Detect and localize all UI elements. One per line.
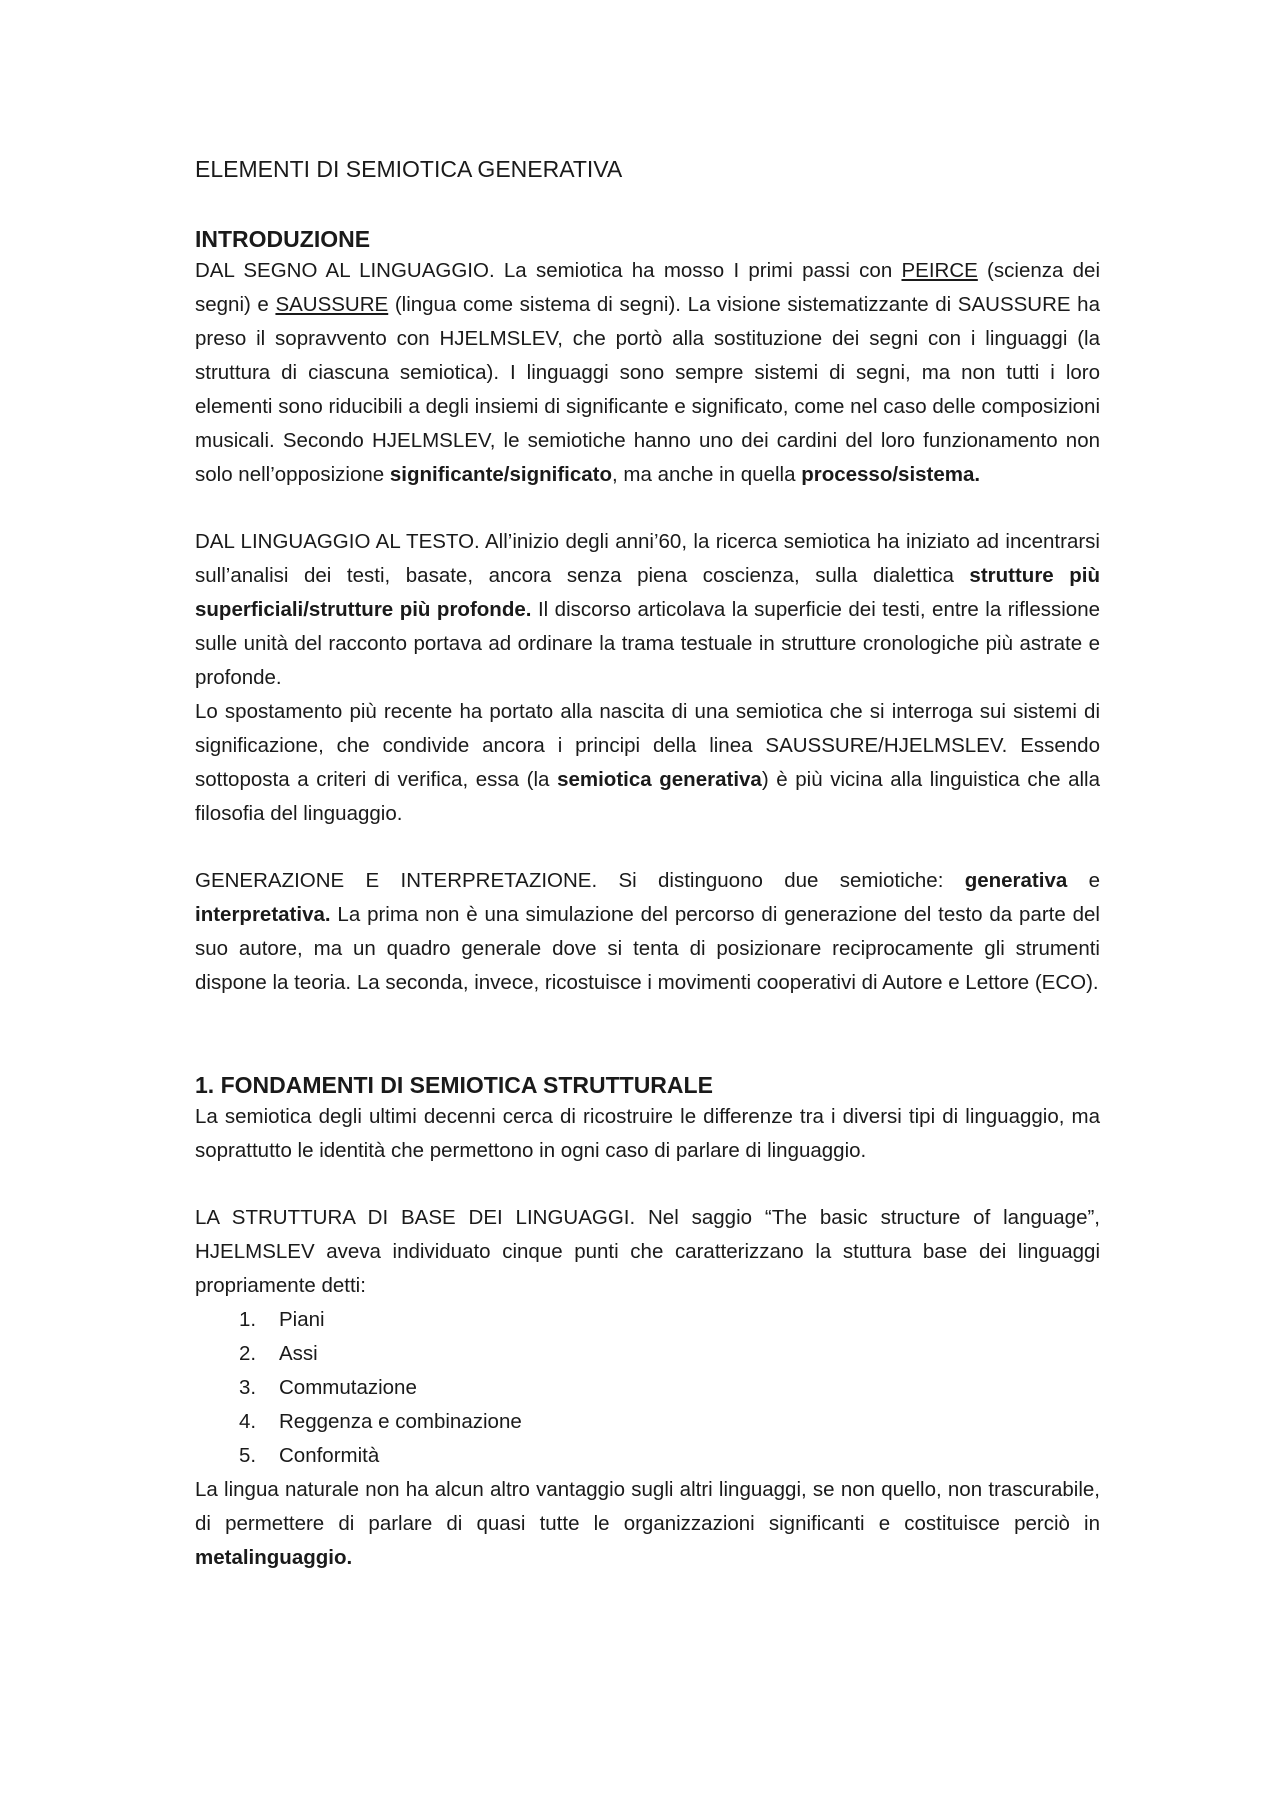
- bold-metalinguaggio: metalinguaggio.: [195, 1546, 353, 1569]
- document-title: ELEMENTI DI SEMIOTICA GENERATIVA: [195, 156, 623, 182]
- bold-processo-sistema: processo/sistema.: [801, 463, 981, 486]
- text-run: DAL LINGUAGGIO AL TESTO. All’inizio degli anni’60, la ricerca semiotica ha iniziato ad incentrarsi sull’analisi dei testi, basate, ancora senza piena coscienza, sulla dialettica: [195, 530, 1100, 587]
- text-run: La prima non è una simulazione del percorso di generazione del testo da parte del suo autore, ma un quadro generale dove si tenta di posizionare reciprocamente gli strumenti dispone la teoria. La seconda, invece, ricostuisce i movimenti cooperativi di Autore e Lettore (ECO).: [195, 903, 1100, 994]
- list-number: 2.: [239, 1342, 257, 1365]
- text-run: Lo spostamento più recente ha portato alla nascita di una semiotica che si interroga sui sistemi di significazione, che condivide ancora i principi della linea SAUSSURE/HJELMSLEV. Essendo sottoposta a criteri di verifica, essa (la: [195, 700, 1100, 791]
- intro-paragraph-spostamento: [195, 695, 1100, 831]
- text-run: e: [1067, 869, 1100, 892]
- list-item: [239, 1371, 1100, 1405]
- list-number: 1.: [239, 1308, 257, 1331]
- bold-interpretativa: interpretativa.: [195, 903, 331, 926]
- section-1-paragraph-3: [195, 1473, 1100, 1575]
- text-run: La lingua naturale non ha alcun altro vantaggio sugli altri linguaggi, se non quello, non trascurabile, di permettere di parlare di quasi tutte le organizzazioni significanti e costituisce perciò in: [195, 1478, 1100, 1535]
- section-1-paragraph-1: La semiotica degli ultimi decenni cerca di ricostruire le differenze tra i diversi tipi di linguaggio, ma soprattutto le identità che permettono in ogni caso di parlare di linguaggio.: [195, 1105, 1100, 1162]
- list-label: Piani: [279, 1308, 325, 1331]
- text-run: (lingua come sistema di segni). La visione sistematizzante di SAUSSURE ha preso il sopravvento con HJELMSLEV, che portò alla sostituzione dei segni con i linguaggi (la struttura di ciascuna semiotica). I linguaggi sono sempre sistemi di segni, ma non tutti i loro elementi sono riducibili a degli insiemi di significante e significato, come nel caso delle composizioni musicali. Secondo HJELMSLEV, le semiotiche hanno uno dei cardini del loro funzionamento non solo nell’opposizione: [195, 293, 1100, 486]
- section-1-heading: 1. FONDAMENTI DI SEMIOTICA STRUTTURALE: [195, 1072, 713, 1098]
- text-run: GENERAZIONE E INTERPRETAZIONE. Si distinguono due semiotiche:: [195, 869, 965, 892]
- text-run: Il discorso articolava la superficie dei testi, entre la riflessione sulle unità del racconto portava ad ordinare la trama testuale in strutture cronologiche più astrate e profonde.: [195, 598, 1100, 689]
- structure-points-list: [195, 1303, 1100, 1473]
- list-number: 4.: [239, 1410, 257, 1433]
- list-item: [239, 1337, 1100, 1371]
- text-run: , ma anche in quella: [612, 463, 802, 486]
- list-item: [239, 1303, 1100, 1337]
- underlined-peirce: PEIRCE: [901, 259, 978, 282]
- list-item: [239, 1439, 1100, 1473]
- bold-significante-significato: significante/significato: [389, 463, 613, 486]
- list-item: [239, 1405, 1100, 1439]
- list-label: Reggenza e combinazione: [279, 1410, 522, 1433]
- intro-paragraph-linguaggio-testo: [195, 525, 1100, 695]
- list-label: Conformità: [279, 1444, 380, 1467]
- bold-semiotica-generativa: semiotica generativa: [557, 768, 762, 791]
- list-label: Assi: [279, 1342, 318, 1365]
- bold-strutture: strutture più superficiali/strutture più profonde.: [195, 564, 1101, 621]
- underlined-saussure: SAUSSURE: [275, 293, 389, 316]
- document-page: [195, 152, 1100, 1575]
- text-run: DAL SEGNO AL LINGUAGGIO. La semiotica ha mosso I primi passi con: [195, 259, 902, 282]
- section-1-paragraph-2: LA STRUTTURA DI BASE DEI LINGUAGGI. Nel saggio “The basic structure of language”, HJELMSLEV aveva individuato cinque punti che caratterizzano la stuttura base dei linguaggi propriamente detti:: [195, 1206, 1100, 1297]
- intro-paragraph-generazione: [195, 864, 1100, 1000]
- list-label: Commutazione: [279, 1376, 417, 1399]
- intro-paragraph-segno-linguaggio: [195, 254, 1100, 492]
- list-number: 5.: [239, 1444, 257, 1467]
- text-run: (scienza dei segni) e: [195, 259, 1101, 316]
- bold-generativa: generativa: [964, 869, 1068, 892]
- intro-heading: INTRODUZIONE: [195, 226, 371, 252]
- list-number: 3.: [239, 1376, 257, 1399]
- text-run: ) è più vicina alla linguistica che alla filosofia del linguaggio.: [195, 768, 1101, 825]
